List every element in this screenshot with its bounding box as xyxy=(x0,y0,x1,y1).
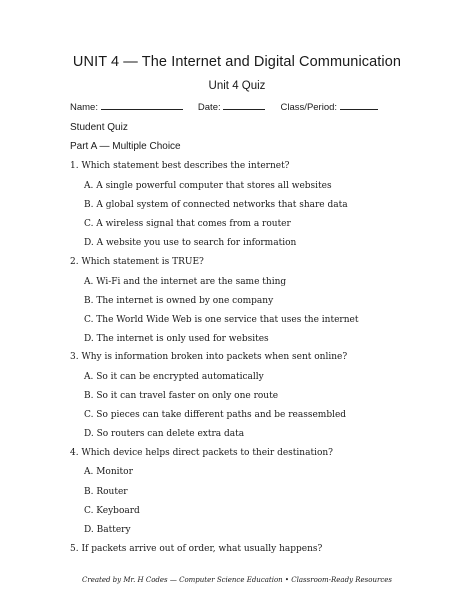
class-period-label: Class/Period: xyxy=(280,102,338,113)
question-3-option-a: A. So it can be encrypted automatically xyxy=(84,372,264,382)
question-1-option-a: A. A single powerful computer that stores all websites xyxy=(84,181,332,191)
question-3: 3. Why is information broken into packets when sent online? xyxy=(70,352,348,362)
question-4-option-b: B. Router xyxy=(84,487,128,497)
question-2: 2. Which statement is TRUE? xyxy=(70,257,204,267)
name-label: Name: xyxy=(70,102,98,113)
question-4-option-a: A. Monitor xyxy=(84,467,133,477)
student-quiz-label: Student Quiz xyxy=(70,122,128,133)
question-1: 1. Which statement best describes the internet? xyxy=(70,161,290,171)
date-label: Date: xyxy=(197,102,221,113)
question-1-option-b: B. A global system of connected networks that share data xyxy=(84,200,348,210)
question-4-option-c: C. Keyboard xyxy=(84,506,140,516)
question-1-option-c: C. A wireless signal that comes from a router xyxy=(84,219,291,229)
class-period-blank xyxy=(340,101,378,110)
name-blank xyxy=(101,101,183,110)
part-a-heading: Part A — Multiple Choice xyxy=(70,141,181,152)
question-5: 5. If packets arrive out of order, what usually happens? xyxy=(70,544,323,554)
question-1-option-d: D. A website you use to search for information xyxy=(84,238,297,248)
question-3-option-b: B. So it can travel faster on only one route xyxy=(84,391,279,401)
student-info-row xyxy=(70,101,410,113)
question-2-option-a: A. Wi-Fi and the internet are the same thing xyxy=(84,277,287,287)
footer-credit: Created by Mr. H Codes — Computer Science Education • Classroom-Ready Resources xyxy=(82,576,392,584)
question-4-option-d: D. Battery xyxy=(84,525,131,535)
question-3-option-d: D. So routers can delete extra data xyxy=(84,429,245,439)
quiz-subtitle: Unit 4 Quiz xyxy=(208,80,266,92)
date-blank xyxy=(223,101,265,110)
question-2-option-c: C. The World Wide Web is one service that uses the internet xyxy=(84,315,359,325)
page-title: UNIT 4 — The Internet and Digital Communication xyxy=(72,54,402,70)
question-4: 4. Which device helps direct packets to their destination? xyxy=(70,448,333,458)
question-3-option-c: C. So pieces can take different paths and be reassembled xyxy=(84,410,347,420)
question-2-option-b: B. The internet is owned by one company xyxy=(84,296,274,306)
question-2-option-d: D. The internet is only used for websites xyxy=(84,334,269,344)
